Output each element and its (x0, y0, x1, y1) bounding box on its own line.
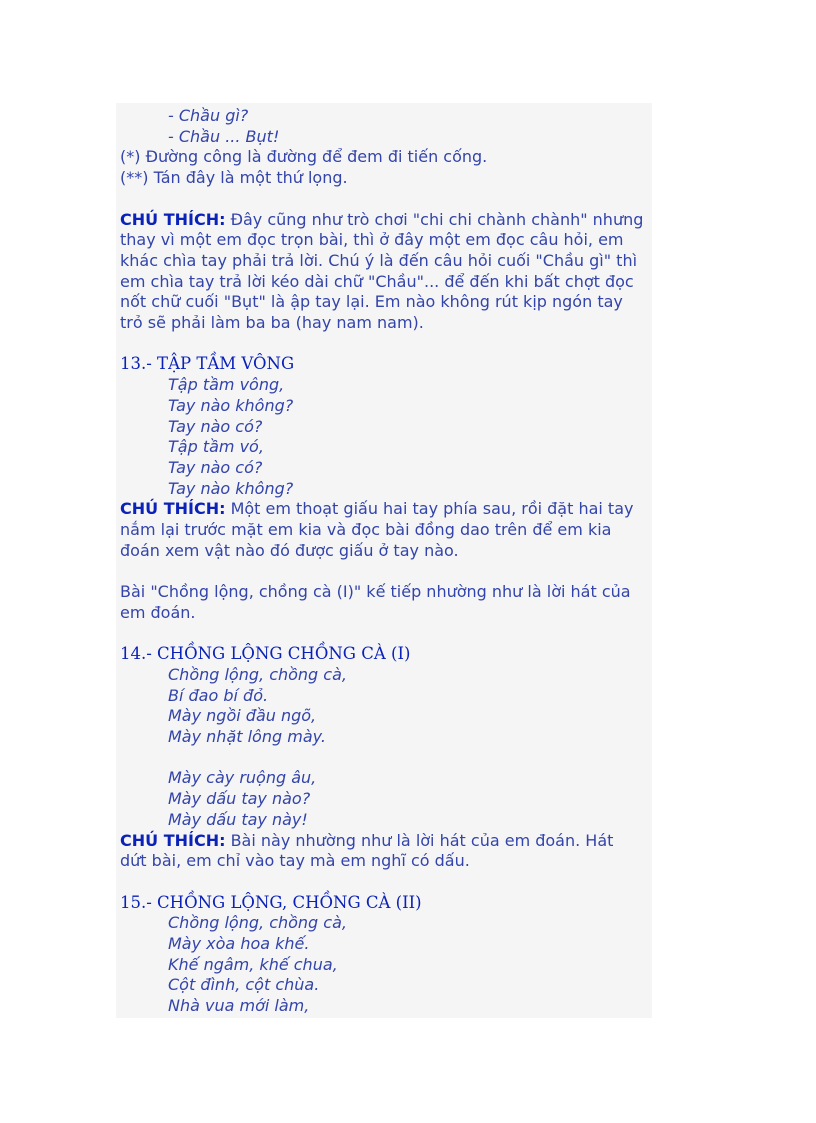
verse-line: Tập tầm vông, (168, 375, 285, 395)
note-text: dứt bài, em chỉ vào tay mà em nghĩ có dấu. (120, 851, 470, 871)
note-text: đoán xem vật nào đó được giấu ở tay nào. (120, 540, 459, 560)
verse-line: Khế ngâm, khế chua, (168, 954, 338, 974)
note-text: Bài này nhường như là lời hát của em đoán. Hát (225, 830, 614, 850)
note-text: khác chìa tay phải trả lời. Chú ý là đến câu hỏi cuối "Chầu gì" thì (120, 250, 638, 270)
note-text: trỏ sẽ phải làm ba ba (hay nam nam). (120, 313, 424, 333)
verse-line: - Chầu ... Bụt! (168, 126, 280, 146)
verse-line: Nhà vua mới làm, (168, 996, 310, 1016)
verse-line: Chồng lộng, chồng cà, (168, 913, 347, 933)
note-paragraph (120, 831, 652, 852)
note-text: nốt chữ cuối "Bụt" là ập tay lại. Em nào không rút kịp ngón tay (120, 292, 623, 312)
paragraph-text: em đoán. (120, 602, 196, 622)
note-text: nắm lại trước mặt em kia và đọc bài đồng dao trên để em kia (120, 520, 612, 540)
verse-line: Mày nhặt lông mày. (168, 727, 326, 747)
verse-line: Mày dấu tay nào? (168, 789, 311, 809)
verse-line: - Chầu gì? (168, 106, 249, 125)
verse-line: Mày ngồi đầu ngõ, (168, 706, 317, 726)
verse-line: Mày dấu tay này! (168, 809, 308, 829)
verse-line: Cột đình, cột chùa. (168, 975, 320, 995)
note-label: CHÚ THÍCH: (120, 209, 226, 229)
note-text: Một em thoạt giấu hai tay phía sau, rồi đặt hai tay (225, 499, 634, 519)
document-page (116, 103, 652, 1018)
verse-line: Tay nào có? (168, 457, 263, 477)
verse-line: Mày cày ruộng âu, (168, 768, 317, 788)
note-label: CHÚ THÍCH: (120, 499, 226, 519)
footnote: (**) Tán đây là một thứ lọng. (120, 168, 348, 188)
verse-line: Tập tầm vó, (168, 437, 264, 457)
verse-line: Chồng lộng, chồng cà, (168, 664, 347, 684)
verse-line: Mày xòa hoa khế. (168, 934, 310, 954)
verse-line: Tay nào không? (168, 478, 294, 498)
verse-line: Bí đao bí đỏ. (168, 685, 269, 705)
note-text: Đây cũng như trò chơi "chi chi chành chành" nhưng (225, 209, 644, 229)
note-text: em chìa tay trả lời kéo dài chữ "Chầu"... để đến khi bất chợt đọc (120, 271, 634, 291)
verse-line: Tay nào không? (168, 395, 294, 415)
note-paragraph (120, 210, 652, 231)
section-title: 14.- CHỒNG LỘNG CHỒNG CÀ (I) (120, 644, 411, 664)
section-title: 13.- TẬP TẦM VÔNG (120, 354, 295, 374)
note-paragraph (120, 499, 652, 520)
section-title: 15.- CHỒNG LỘNG, CHỒNG CÀ (II) (120, 892, 422, 912)
note-label: CHÚ THÍCH: (120, 830, 226, 850)
note-text: thay vì một em đọc trọn bài, thì ở đây một em đọc câu hỏi, em (120, 230, 624, 250)
footnote: (*) Đường công là đường để đem đi tiến cống. (120, 147, 488, 167)
paragraph-text: Bài "Chồng lộng, chồng cà (I)" kế tiếp nhường như là lời hát của (120, 582, 631, 602)
verse-line: Tay nào có? (168, 416, 263, 436)
